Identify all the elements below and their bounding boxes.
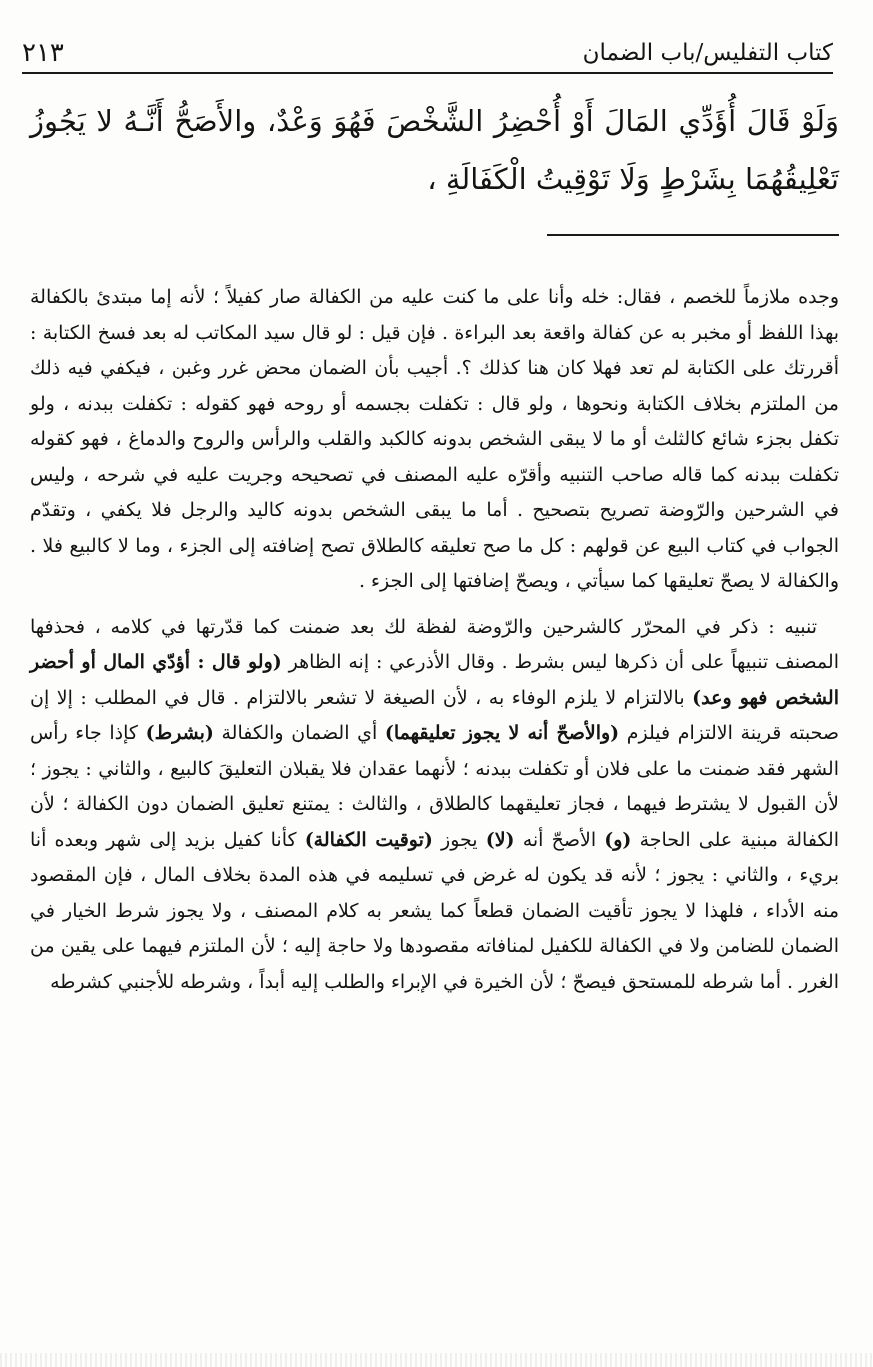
footnote-divider <box>547 234 839 236</box>
matn-quote-1: (ولو قال : أؤدّي المال أو أحضر الشخص فهو وعد) <box>30 651 839 709</box>
matn-text: وَلَوْ قَالَ أُؤَدِّي المَالَ أَوْ أُحْضِرُ الشَّخْصَ فَهُوَ وَعْدٌ، والأَصَحُّ أَنَّـهُ لا يَجُوزُ تَعْلِيقُهُمَا بِشَرْطٍ وَلَا تَوْقِيتُ الْكَفَالَةِ ، <box>30 104 839 196</box>
commentary-paragraph-1: وجده ملازماً للخصم ، فقال: خله وأنا على ما كنت عليه من الكفالة صار كفيلاً ؛ لأنه إما مبتدئ بالكفالة بهذا اللفظ أو مخبر به عن كفالة واقعة بعد البراءة . فإن قيل : لو قال سيد المكاتب له بعد فسخ الكتابة : أقررتك على الكتابة لم تعد فهلا كان هنا كذلك ؟. أجيب بأن الضمان محض غرر وغبن ، فيكفي فيه ذلك من الملتزم بخلاف الكتابة ونحوها ، ولو قال : تكفلت بجسمه أو روحه فهو كقوله : تكفلت ببدنه ، ولو تكفل بجزء شائع كالثلث أو ما لا يبقى الشخص بدونه كالكبد والقلب والرأس والروح والدماغ ، فهو كقوله تكفلت ببدنه كما قاله صاحب التنبيه وأقرّه عليه المصنف في تصحيحه وجريت عليه في شرحه ، وليس في الشرحين والرّوضة تصريح بتصحيح . أما ما يبقى الشخص بدونه كاليد والرجل فلا يكفي ، وتقدّم الجواب في كتاب البيع عن قولهم : كل ما صح تعليقه كالطلاق تصح إضافته إلى الجزء ، وما لا كالبيع فلا . والكفالة لا يصحّ تعليقها كما سيأتي ، ويصحّ إضافتها إلى الجزء . <box>30 286 839 592</box>
commentary-block <box>30 280 839 1000</box>
paragraph-2-text-h: كأنا كفيل بزيد إلى شهر وبعده أنا بريء ، والثاني : يجوز ؛ لأنه قد يكون له غرض في تسليمه في هذه المدة بخلاف المال ، فإن المقصود منه الأداء ، فلهذا لا يجوز تأقيت الضمان قطعاً كما يشعر به كلام المصنف ، ولا يجوز شرط الخيار في الضمان للضامن ولا في الكفالة للكفيل لمنافاته مقصودها ولا حاجة إليه ؛ لأن الملتزم فيهما على يقين من الغرر . أما شرطه للمستحق فيصحّ ؛ لأن الخيرة في الإبراء والطلب إليه أبداً ، وشرطه للأجنبي كشرطه <box>30 828 839 993</box>
paragraph-2-text-f: الأصحّ أنه <box>514 828 605 851</box>
page-number: ٢١٣ <box>22 38 64 68</box>
paragraph-2-text-a: تنبيه : ذكر في المحرّر كالشرحين والرّوضة لفظة لك بعد ضمنت كما قدّرتها في كلامه ، فحذفها المصنف تنبيهاً على أن ذكرها ليس بشرط . وقال الأذرعي : إنه الظاهر <box>30 615 839 673</box>
scan-edge-noise <box>0 1353 873 1367</box>
commentary-paragraph-2 <box>30 610 839 1001</box>
matn-quote-3: (بشرط) <box>145 722 214 744</box>
matn-quote-4: (و) <box>604 828 632 851</box>
paragraph-2-text-g: يجوز <box>432 828 486 851</box>
paragraph-2-text-e: كإذا جاء رأس الشهر فقد ضمنت ما على فلان أو تكفلت ببدنه ؛ لأنهما عقدان فلا يقبلان التعليقَ كالبيع ، والثاني : يجوز ؛ لأن القبول لا يشترط فيهما ، فجاز تعليقهما كالطلاق ، والثالث : يمتنع تعليق الضمان دون الكفالة ؛ لأن الكفالة مبنية على الحاجة <box>30 722 840 851</box>
running-header <box>22 24 833 74</box>
paragraph-2-text-d: أي الضمان والكفالة <box>213 722 385 744</box>
matn-quote-6: (توقيت الكفالة) <box>304 828 433 851</box>
header-title: كتاب التفليس/باب الضمان <box>582 40 833 66</box>
matn-quote-5: (لا) <box>485 828 515 851</box>
paragraph-2-text-c: بالالتزام لا يلزم الوفاء به ، لأن الصيغة لا تشعر بالالتزام . قال في المطلب : إلا إن صحبته قرينة الالتزام فيلزم <box>30 686 839 744</box>
matn-quote-2: (والأصحّ أنه لا يجوز تعليقهما) <box>384 722 620 744</box>
